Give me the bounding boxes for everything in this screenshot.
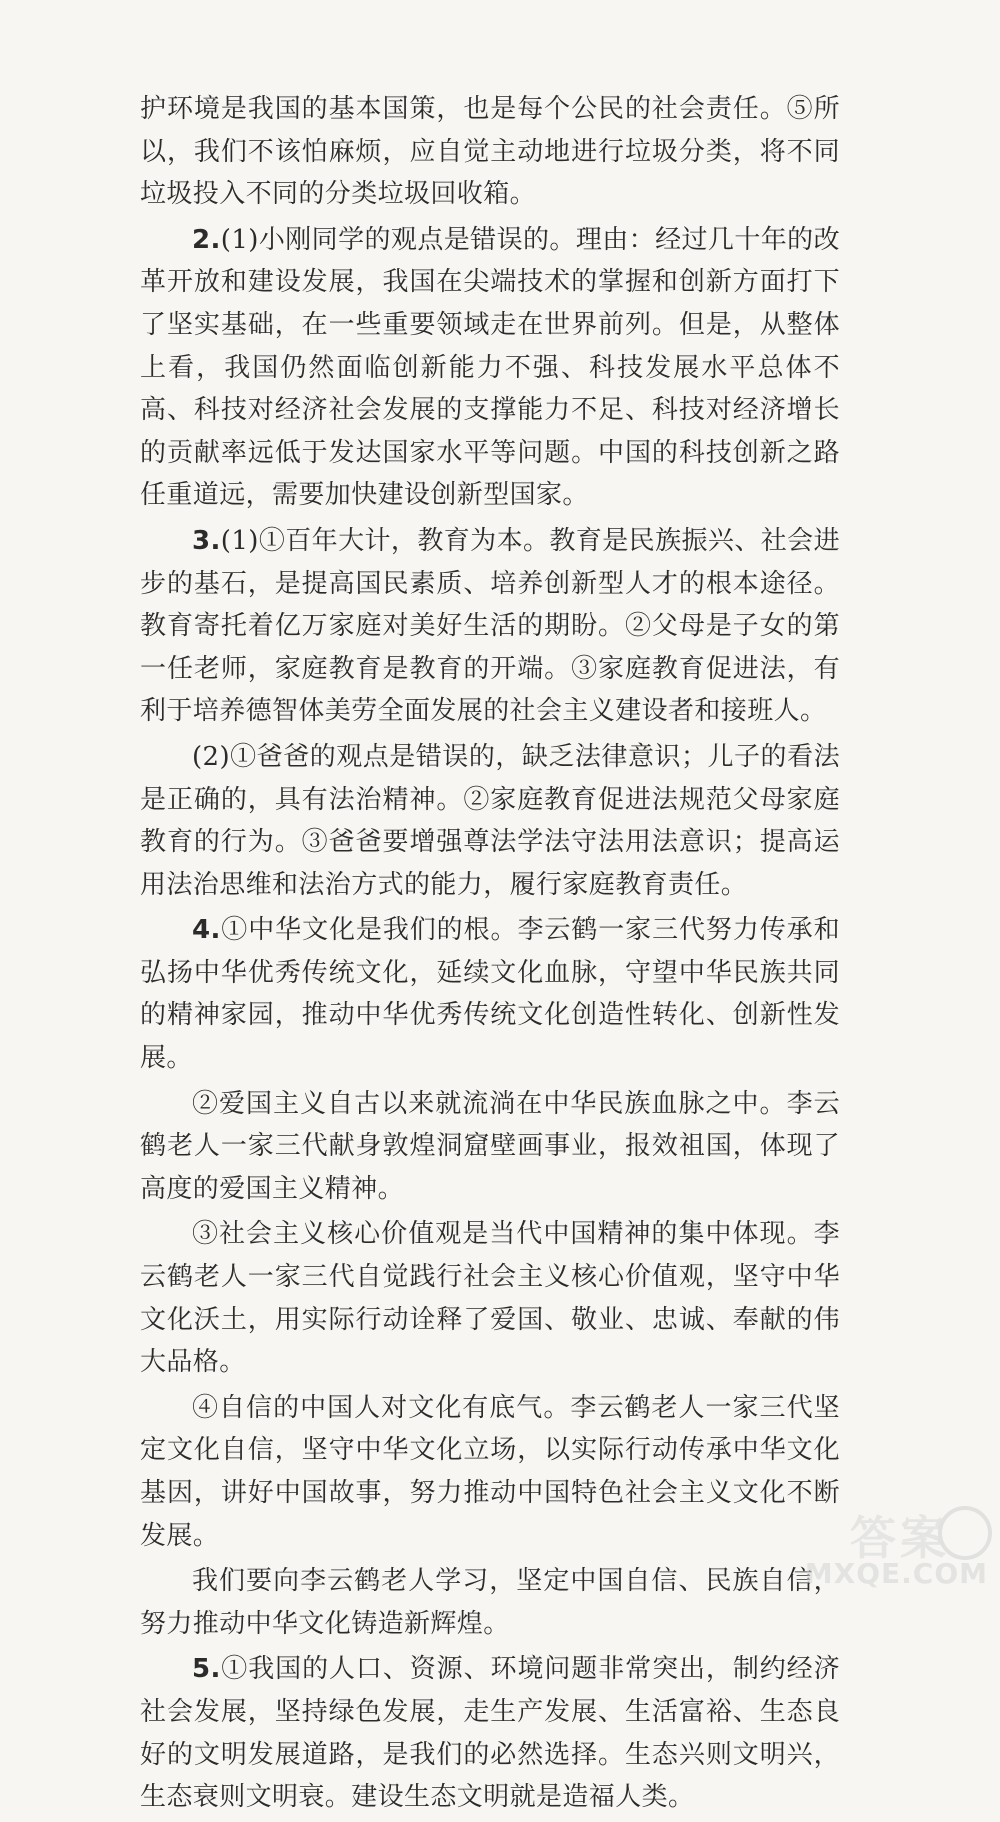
site-watermark-logo [752, 1502, 992, 1594]
paragraph-answer-3-1: 3.(1)①百年大计，教育为本。教育是民族振兴、社会进步的基石，是提高国民素质、培养创新型人才的根本途径。教育寄托着亿万家庭对美好生活的期盼。②父母是子女的第一任老师，家庭教育是教育的开端。③家庭教育促进法，有利于培养德智体美劳全面发展的社会主义建设者和接班人。 [140, 525, 840, 727]
paragraph-answer-4-1: 4.①中华文化是我们的根。李云鹤一家三代努力传承和弘扬中华优秀传统文化，延续文化血脉，守望中华民族共同的精神家园，推动中华优秀传统文化创造性转化、创新性发展。 [140, 915, 840, 1074]
paragraph-answer-2: 2.(1)小刚同学的观点是错误的。理由：经过几十年的改革开放和建设发展，我国在尖端技术的掌握和创新方面打下了坚实基础，在一些重要领域走在世界前列。但是，从整体上看，我国仍然面临创新能力不强、科技发展水平总体不高、科技对经济社会发展的支撑能力不足、科技对经济增长的贡献率远低于发达国家水平等问题。中国的科技创新之路任重道远，需要加快建设创新型国家。 [140, 224, 840, 511]
paragraph-answer-4-conclusion: 我们要向李云鹤老人学习，坚定中国自信、民族自信，努力推动中华文化铸造新辉煌。 [140, 1566, 840, 1639]
watermark-circle-icon [938, 1506, 992, 1560]
paragraph-answer-4-2: ②爱国主义自古以来就流淌在中华民族血脉之中。李云鹤老人一家三代献身敦煌洞窟壁画事业，报效祖国，体现了高度的爱国主义精神。 [140, 1088, 840, 1204]
watermark-title: 答案 [850, 1511, 950, 1565]
answer-text-block [140, 88, 840, 1822]
question-number: 3. [192, 525, 221, 556]
paragraph-answer-4-3: ③社会主义核心价值观是当代中国精神的集中体现。李云鹤老人一家三代自觉践行社会主义核心价值观，坚守中华文化沃土，用实际行动诠释了爱国、敬业、忠诚、奉献的伟大品格。 [140, 1219, 840, 1378]
paragraph-continuation: 护环境是我国的基本国策，也是每个公民的社会责任。⑤所以，我们不该怕麻烦，应自觉主动地进行垃圾分类，将不同垃圾投入不同的分类垃圾回收箱。 [140, 94, 840, 210]
question-number: 4. [192, 915, 221, 946]
paragraph-answer-5: 5.①我国的人口、资源、环境问题非常突出，制约经济社会发展，坚持绿色发展，走生产发展、生活富裕、生态良好的文明发展道路，是我们的必然选择。生态兴则文明兴，生态衰则文明衰。建设生态文明就是造福人类。 [140, 1654, 840, 1813]
question-number: 2. [192, 224, 221, 255]
paragraph-answer-4-4: ④自信的中国人对文化有底气。李云鹤老人一家三代坚定文化自信，坚守中华文化立场，以实际行动传承中华文化基因，讲好中国故事，努力推动中国特色社会主义文化不断发展。 [140, 1392, 840, 1551]
paragraph-answer-3-2: (2)①爸爸的观点是错误的，缺乏法律意识；儿子的看法是正确的，具有法治精神。②家庭教育促进法规范父母家庭教育的行为。③爸爸要增强尊法学法守法用法意识；提高运用法治思维和法治方式的能力，履行家庭教育责任。 [140, 741, 840, 900]
watermark-domain: MXQE.COM [804, 1557, 988, 1590]
question-number: 5. [192, 1654, 221, 1685]
